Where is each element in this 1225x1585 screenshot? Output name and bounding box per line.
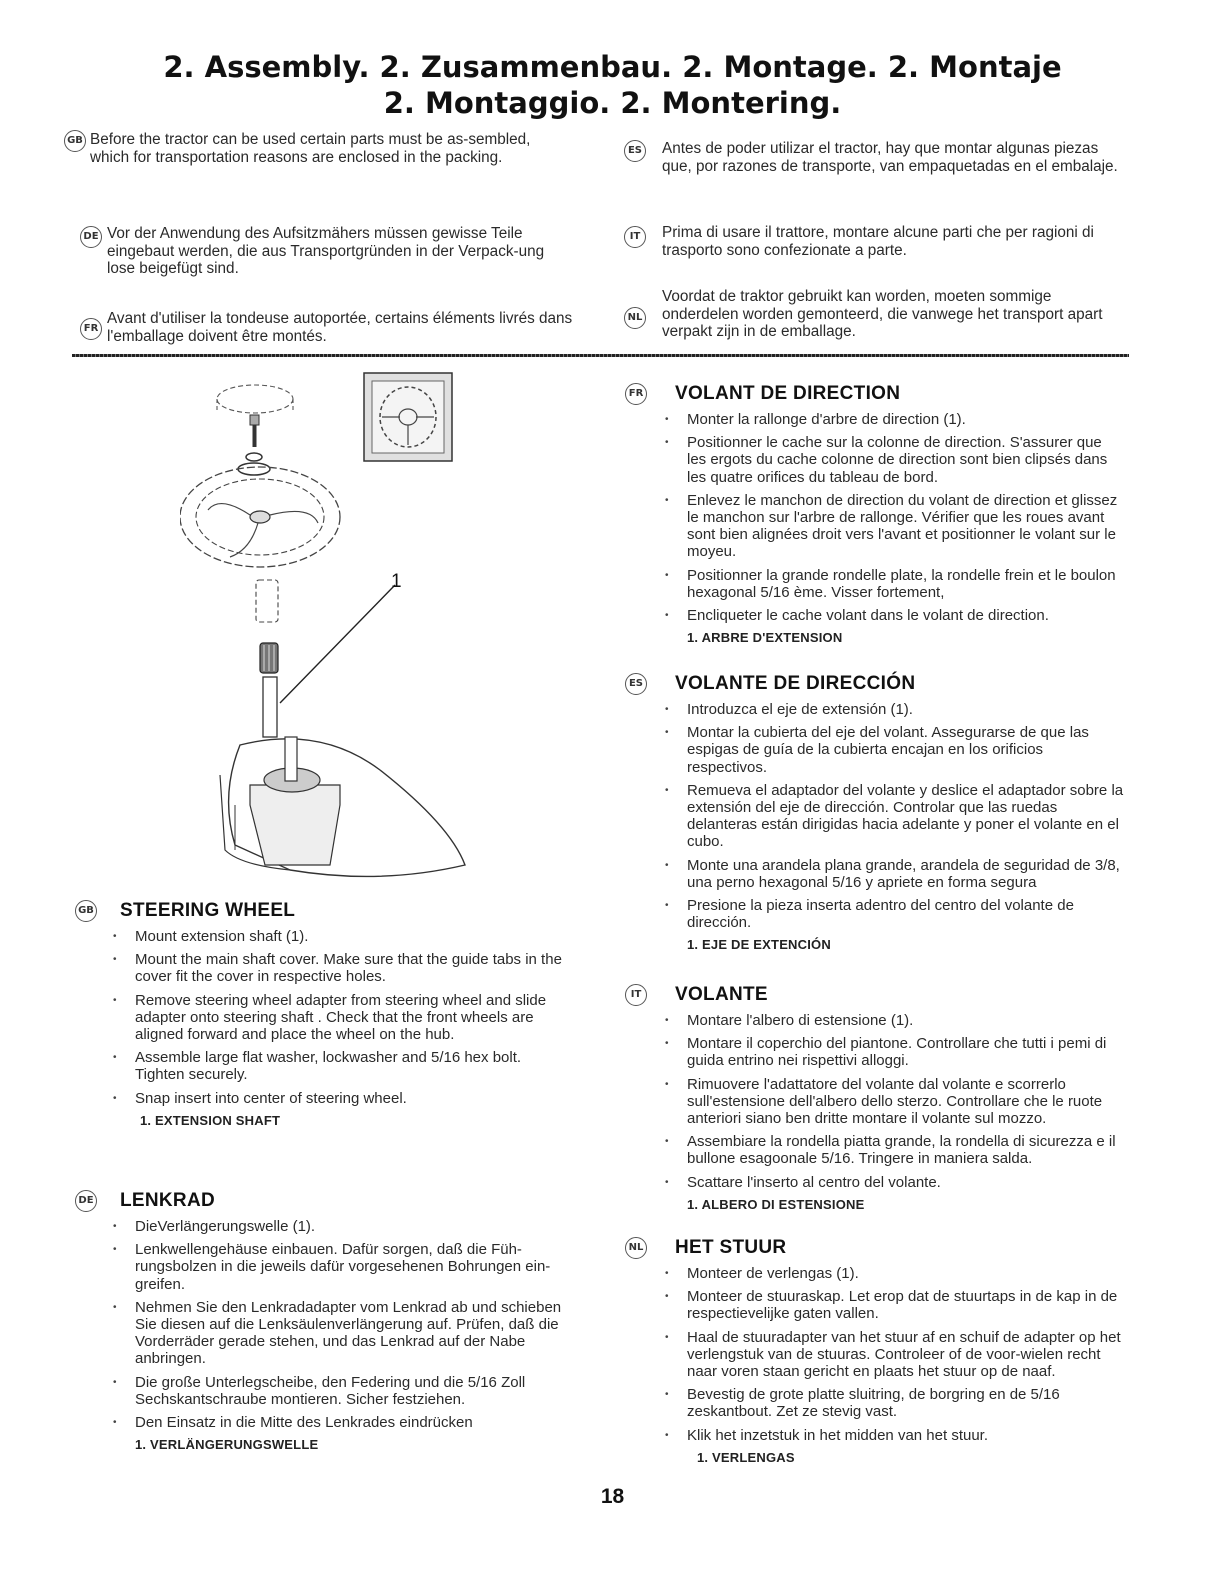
intro-de — [107, 225, 573, 278]
intro-nl — [662, 288, 1124, 341]
list-item: • Klik het inzetstuk in het midden van het stuur. — [687, 1427, 1125, 1444]
section-nl — [625, 1237, 1125, 1465]
page-number: 18 — [600, 1485, 625, 1508]
list-item: • Snap insert into center of steering wheel. — [135, 1090, 570, 1107]
section-it — [625, 984, 1125, 1212]
intro-it — [662, 224, 1124, 259]
section-gb-header — [75, 900, 570, 926]
section-divider — [72, 354, 1129, 357]
intro-es-text: Antes de poder utilizar el tractor, hay que montar algunas piezas que, por razones de transporte, van empaquetadas en el embalaje. — [662, 140, 1118, 175]
section-it-caption: 1. ALBERO DI ESTENSIONE — [687, 1196, 865, 1212]
list-item: • Enlevez le manchon de direction du volant de direction et glissez le manchon sur l'arbre de rallonge. Vérifier que les roues avant sont bien alignées droit vers l'avant et positionner le volant sur le moyeu. — [687, 492, 1125, 561]
section-fr-header — [625, 383, 1125, 409]
list-item: • Lenkwellengehäuse einbauen. Dafür sorgen, daß die Füh-rungsbolzen in die jeweils dafür vorgesehenen Bohrungen ein- greifen. — [135, 1241, 570, 1293]
list-item: • Nehmen Sie den Lenkradadapter vom Lenkrad ab und schieben Sie diesen auf die Lenksäulenverlängerung auf. Prüfen, daß die Vorderräder gerade stehen, und das Lenkrad auf der Nabe anbringen. — [135, 1299, 570, 1368]
section-gb-caption: 1. EXTENSION SHAFT — [140, 1112, 281, 1128]
section-es-title: VOLANTE DE DIRECCIÓN — [675, 673, 916, 694]
es-flag-icon: ES — [625, 673, 647, 695]
intro-it-text: Prima di usare il trattore, montare alcune parti che per ragioni di trasporto sono confezionate a parte. — [662, 224, 1094, 259]
list-item: • DieVerlängerungswelle (1). — [135, 1218, 570, 1235]
section-fr-title: VOLANT DE DIRECTION — [675, 383, 901, 404]
list-item: • Monteer de verlengas (1). — [687, 1265, 1125, 1282]
nl-flag-icon: NL — [625, 1237, 647, 1259]
list-item: • Encliqueter le cache volant dans le volant de direction. — [687, 607, 1125, 624]
section-fr — [625, 383, 1125, 645]
section-nl-header — [625, 1237, 1125, 1263]
list-item: • Montare l'albero di estensione (1). — [687, 1012, 1125, 1029]
section-de — [75, 1190, 570, 1452]
intro-de-text: Vor der Anwendung des Aufsitzmähers müssen gewisse Teile eingebaut werden, die aus Transportgründen in der Verpack-ung lose beigefügt sind. — [107, 225, 545, 277]
list-item: • Positionner la grande rondelle plate, la rondelle frein et le boulon hexagonal 5/16 ème. Visser fortement, — [687, 567, 1125, 601]
list-item: • Mount extension shaft (1). — [135, 928, 570, 945]
section-es — [625, 673, 1125, 952]
figure-callout-label: 1 — [391, 571, 402, 592]
page-subtitle: 2. Montaggio. 2. Montering. — [383, 86, 842, 120]
list-item: • Den Einsatz in die Mitte des Lenkrades eindrücken — [135, 1414, 570, 1431]
gb-flag-icon: GB — [64, 130, 86, 152]
gb-flag-icon: GB — [75, 900, 97, 922]
list-item: • Assembiare la rondella piatta grande, la rondella di sicurezza e il bullone esagoonale 5/16. Tringere in maniera salda. — [687, 1133, 1125, 1167]
section-es-caption: 1. EJE DE EXTENCIÓN — [687, 937, 831, 953]
list-item: • Montare il coperchio del piantone. Controllare che tutti i pemi di guida entrino nei rispettivi alloggi. — [687, 1035, 1125, 1069]
de-flag-icon: DE — [80, 226, 102, 248]
section-it-header — [625, 984, 1125, 1010]
de-flag-icon: DE — [75, 1190, 97, 1212]
it-flag-icon: IT — [624, 226, 646, 248]
section-de-header — [75, 1190, 570, 1216]
page-title: 2. Assembly. 2. Zusammenbau. 2. Montage. 2. Montaje — [163, 50, 1062, 84]
section-de-title: LENKRAD — [120, 1190, 215, 1211]
fr-flag-icon: FR — [625, 383, 647, 405]
intro-nl-text: Voordat de traktor gebruikt kan worden, moeten sommige onderdelen worden gemonteerd, die vanwege het transport apart verpakt zijn in de emballage. — [662, 288, 1103, 340]
section-fr-caption: 1. ARBRE D'EXTENSION — [687, 630, 843, 646]
section-gb — [75, 900, 570, 1128]
it-flag-icon: IT — [625, 984, 647, 1006]
list-item: • Assemble large flat washer, lockwasher and 5/16 hex bolt. Tighten securely. — [135, 1049, 570, 1083]
list-item: • Remueva el adaptador del volante y deslice el adaptador sobre la extensión del eje de dirección. Controlar que las ruedas delanteras están dirigidas hacia adelante y poner el volante en el cubo. — [687, 782, 1125, 851]
fr-flag-icon: FR — [80, 318, 102, 340]
list-item: • Monte una arandela plana grande, arandela de seguridad de 3/8, una perno hexagonal 5/16 y apriete en forma segura — [687, 857, 1125, 891]
section-de-caption: 1. VERLÄNGERUNGSWELLE — [135, 1437, 319, 1453]
list-item: • Die große Unterlegscheibe, den Federing und die 5/16 Zoll Sechskantschraube montieren. Sicher festziehen. — [135, 1374, 570, 1408]
section-it-title: VOLANTE — [675, 984, 768, 1005]
list-item: • Introduzca el eje de extensión (1). — [687, 701, 1125, 718]
list-item: • Monter la rallonge d'arbre de direction (1). — [687, 411, 1125, 428]
section-gb-title: STEERING WHEEL — [120, 900, 296, 921]
list-item: • Haal de stuuradapter van het stuur af en schuif de adapter op het verlengstuk van de stuuras. Controleer of de voor-wielen recht naar voren staan gericht en plaats het stuur op de naaf. — [687, 1329, 1125, 1381]
es-flag-icon: ES — [624, 140, 646, 162]
section-nl-caption: 1. VERLENGAS — [697, 1449, 795, 1465]
intro-es — [662, 140, 1124, 175]
list-item: • Remove steering wheel adapter from steering wheel and slide adapter onto steering shaft . Check that the front wheels are aligned forward and place the wheel on the hub. — [135, 992, 570, 1044]
intro-fr-text: Avant d'utiliser la tondeuse autoportée, certains éléments livrés dans l'emballage doivent être montés. — [107, 310, 573, 345]
steering-wheel-assembly-illustration — [180, 365, 480, 890]
list-item: • Mount the main shaft cover. Make sure that the guide tabs in the cover fit the cover in respective holes. — [135, 951, 570, 985]
intro-gb-text: Before the tractor can be used certain parts must be as-sembled, which for transportation reasons are enclosed in the packing. — [90, 131, 531, 166]
list-item: • Monteer de stuuraskap. Let erop dat de stuurtaps in de kap in de respectievelijke gaten vallen. — [687, 1288, 1125, 1322]
list-item: • Bevestig de grote platte sluitring, de borgring en de 5/16 zeskantbout. Zet ze stevig vast. — [687, 1386, 1125, 1420]
list-item: • Positionner le cache sur la colonne de direction. S'assurer que les ergots du cache colonne de direction sont bien clipsés dans les quatre orifices du tableau de bord. — [687, 434, 1125, 486]
section-es-header — [625, 673, 1125, 699]
steering-wheel-inset-icon — [364, 373, 452, 461]
intro-fr — [107, 310, 573, 345]
section-nl-title: HET STUUR — [675, 1237, 787, 1258]
list-item: • Presione la pieza inserta adentro del centro del volante de dirección. — [687, 897, 1125, 931]
nl-flag-icon: NL — [624, 307, 646, 329]
list-item: • Rimuovere l'adattatore del volante dal volante e scorrerlo sull'estensione dell'albero dello sterzo. Controllare che le ruote anteriori siano ben dritte montare il volante sul mozzo. — [687, 1076, 1125, 1128]
intro-gb — [90, 131, 573, 166]
list-item: • Montar la cubierta del eje del volant. Assegurarse de que las espigas de guía de la cubierta encajan en los orificios respectivos. — [687, 724, 1125, 776]
list-item: • Scattare l'inserto al centro del volante. — [687, 1174, 1125, 1191]
